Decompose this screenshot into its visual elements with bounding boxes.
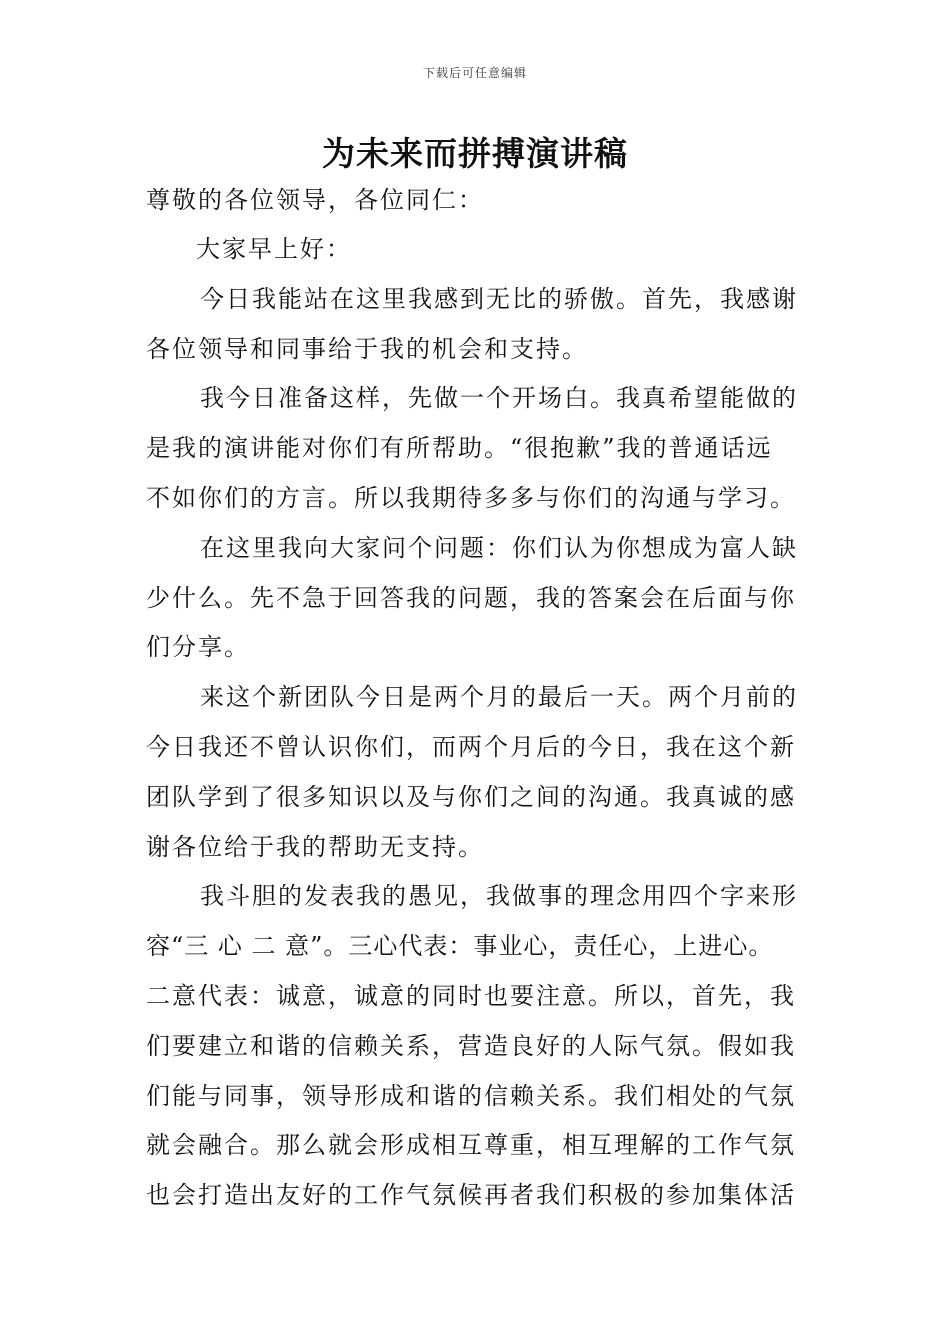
text-line: 我斗胆的发表我的愚见，我做事的理念用四个字来形 bbox=[200, 882, 798, 910]
text-line: 少什么。先不急于回答我的问题，我的答案会在后面与你 bbox=[146, 584, 796, 612]
text-line: 是我的演讲能对你们有所帮助。“很抱歉”我的普通话远 bbox=[146, 434, 773, 462]
text-line: 尊敬的各位领导，各位同仁： bbox=[146, 186, 484, 214]
text-line: 在这里我向大家问个问题：你们认为你想成为富人缺 bbox=[200, 534, 798, 562]
header-note: 下载后可任意编辑 bbox=[422, 66, 527, 80]
page-title: 为未来而拼搏演讲稿 bbox=[322, 134, 628, 173]
text-line: 不如你们的方言。所以我期待多多与你们的沟通与学习。 bbox=[146, 484, 796, 512]
text-line: 容“三 心 二 意”。三心代表：事业心，责任心，上进心。 bbox=[146, 932, 774, 960]
text-line: 团队学到了很多知识以及与你们之间的沟通。我真诚的感 bbox=[146, 783, 796, 811]
text-line: 来这个新团队今日是两个月的最后一天。两个月前的 bbox=[200, 683, 798, 711]
text-line: 各位领导和同事给于我的机会和支持。 bbox=[146, 335, 588, 363]
text-line: 大家早上好： bbox=[196, 235, 352, 263]
text-line: 们能与同事，领导形成和谐的信赖关系。我们相处的气氛 bbox=[146, 1082, 796, 1110]
text-line: 谢各位给于我的帮助无支持。 bbox=[146, 833, 484, 861]
text-line: 们分享。 bbox=[146, 633, 250, 661]
text-line: 今日我还不曾认识你们，而两个月后的今日，我在这个新 bbox=[146, 733, 796, 761]
text-line: 就会融合。那么就会形成相互尊重，相互理解的工作气氛 bbox=[146, 1131, 796, 1159]
text-line: 我今日准备这样，先做一个开场白。我真希望能做的 bbox=[200, 384, 798, 412]
text-line: 也会打造出友好的工作气氛候再者我们积极的参加集体活 bbox=[146, 1181, 796, 1209]
text-line: 今日我能站在这里我感到无比的骄傲。首先，我感谢 bbox=[200, 285, 798, 313]
text-line: 二意代表：诚意，诚意的同时也要注意。所以，首先，我 bbox=[146, 982, 796, 1010]
text-line: 们要建立和谐的信赖关系，营造良好的人际气氛。假如我 bbox=[146, 1032, 796, 1060]
